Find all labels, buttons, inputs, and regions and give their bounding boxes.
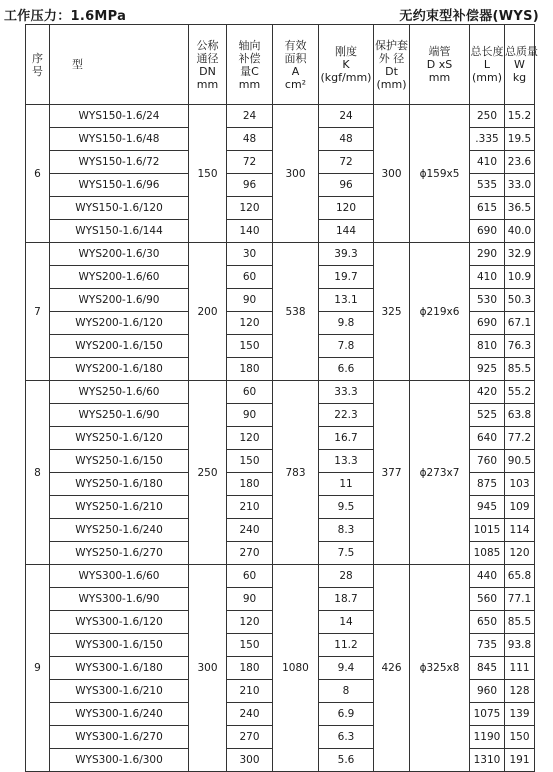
total-length-cell: 875 [470, 473, 505, 496]
total-weight-cell: 90.5 [505, 450, 535, 473]
total-weight-cell: 111 [505, 657, 535, 680]
stiffness-cell: 72 [319, 151, 374, 174]
compensation-cell: 270 [227, 726, 273, 749]
total-weight-cell: 36.5 [505, 197, 535, 220]
total-weight-cell: 55.2 [505, 381, 535, 404]
total-length-cell: 1310 [470, 749, 505, 772]
total-length-cell: 535 [470, 174, 505, 197]
total-length-cell: 615 [470, 197, 505, 220]
stiffness-cell: 8.3 [319, 519, 374, 542]
stiffness-cell: 16.7 [319, 427, 374, 450]
model-cell: WYS200-1.6/120 [50, 312, 189, 335]
total-weight-cell: 191 [505, 749, 535, 772]
sleeve-diameter-cell: 426 [374, 565, 410, 772]
area-cell: 1080 [273, 565, 319, 772]
stiffness-cell: 39.3 [319, 243, 374, 266]
model-cell: WYS300-1.6/210 [50, 680, 189, 703]
total-length-cell: 530 [470, 289, 505, 312]
total-length-cell: 925 [470, 358, 505, 381]
model-cell: WYS250-1.6/180 [50, 473, 189, 496]
header-area: 有效 面积 A cm² [273, 25, 319, 105]
model-cell: WYS250-1.6/240 [50, 519, 189, 542]
header-end-pipe: 端管 D xS mm [410, 25, 470, 105]
model-cell: WYS300-1.6/180 [50, 657, 189, 680]
table-row [26, 381, 535, 404]
total-length-cell: 250 [470, 105, 505, 128]
total-weight-cell: 19.5 [505, 128, 535, 151]
header-model: 型 [50, 25, 189, 105]
total-weight-cell: 50.3 [505, 289, 535, 312]
total-length-cell: 845 [470, 657, 505, 680]
stiffness-cell: 13.3 [319, 450, 374, 473]
total-weight-cell: 139 [505, 703, 535, 726]
compensation-cell: 150 [227, 335, 273, 358]
compensation-cell: 60 [227, 381, 273, 404]
stiffness-cell: 6.6 [319, 358, 374, 381]
stiffness-cell: 5.6 [319, 749, 374, 772]
compensation-cell: 120 [227, 427, 273, 450]
total-length-cell: 945 [470, 496, 505, 519]
model-cell: WYS250-1.6/120 [50, 427, 189, 450]
compensation-cell: 300 [227, 749, 273, 772]
sleeve-diameter-cell: 377 [374, 381, 410, 565]
stiffness-cell: 14 [319, 611, 374, 634]
stiffness-cell: 120 [319, 197, 374, 220]
stiffness-cell: 48 [319, 128, 374, 151]
compensation-cell: 48 [227, 128, 273, 151]
stiffness-cell: 22.3 [319, 404, 374, 427]
stiffness-cell: 13.1 [319, 289, 374, 312]
compensation-cell: 72 [227, 151, 273, 174]
model-cell: WYS150-1.6/144 [50, 220, 189, 243]
compensation-cell: 210 [227, 496, 273, 519]
total-weight-cell: 40.0 [505, 220, 535, 243]
seq-cell: 9 [26, 565, 50, 772]
table-row [26, 105, 535, 128]
model-cell: WYS200-1.6/30 [50, 243, 189, 266]
stiffness-cell: 6.9 [319, 703, 374, 726]
compensation-cell: 90 [227, 588, 273, 611]
header-stiffness: 刚度 K (kgf/mm) [319, 25, 374, 105]
dn-cell: 300 [189, 565, 227, 772]
total-weight-cell: 150 [505, 726, 535, 749]
total-weight-cell: 120 [505, 542, 535, 565]
total-length-cell: 410 [470, 266, 505, 289]
total-weight-cell: 76.3 [505, 335, 535, 358]
seq-cell: 6 [26, 105, 50, 243]
compensation-cell: 96 [227, 174, 273, 197]
end-pipe-cell: ϕ159x5 [410, 105, 470, 243]
end-pipe-cell: ϕ325x8 [410, 565, 470, 772]
total-weight-cell: 128 [505, 680, 535, 703]
total-length-cell: 1015 [470, 519, 505, 542]
compensation-cell: 210 [227, 680, 273, 703]
model-cell: WYS200-1.6/180 [50, 358, 189, 381]
dn-cell: 250 [189, 381, 227, 565]
total-weight-cell: 77.2 [505, 427, 535, 450]
area-cell: 783 [273, 381, 319, 565]
stiffness-cell: 24 [319, 105, 374, 128]
model-cell: WYS300-1.6/240 [50, 703, 189, 726]
compensation-cell: 90 [227, 289, 273, 312]
compensation-cell: 60 [227, 266, 273, 289]
model-cell: WYS250-1.6/90 [50, 404, 189, 427]
table-body [26, 105, 535, 772]
model-cell: WYS150-1.6/48 [50, 128, 189, 151]
model-cell: WYS300-1.6/60 [50, 565, 189, 588]
table-row [26, 565, 535, 588]
compensation-cell: 24 [227, 105, 273, 128]
compensation-cell: 120 [227, 312, 273, 335]
working-pressure-label: 工作压力：1.6MPa [4, 9, 127, 24]
model-cell: WYS250-1.6/210 [50, 496, 189, 519]
total-length-cell: 560 [470, 588, 505, 611]
total-length-cell: 525 [470, 404, 505, 427]
stiffness-cell: 11.2 [319, 634, 374, 657]
model-cell: WYS250-1.6/270 [50, 542, 189, 565]
header-row [26, 25, 535, 105]
model-cell: WYS300-1.6/150 [50, 634, 189, 657]
total-length-cell: 760 [470, 450, 505, 473]
model-cell: WYS200-1.6/150 [50, 335, 189, 358]
header-compensation: 轴向 补偿 量C mm [227, 25, 273, 105]
model-cell: WYS300-1.6/90 [50, 588, 189, 611]
compensation-cell: 180 [227, 358, 273, 381]
end-pipe-cell: ϕ219x6 [410, 243, 470, 381]
sleeve-diameter-cell: 300 [374, 105, 410, 243]
total-length-cell: 410 [470, 151, 505, 174]
compensation-cell: 240 [227, 519, 273, 542]
total-weight-cell: 103 [505, 473, 535, 496]
total-weight-cell: 65.8 [505, 565, 535, 588]
stiffness-cell: 11 [319, 473, 374, 496]
total-length-cell: 1190 [470, 726, 505, 749]
seq-cell: 7 [26, 243, 50, 381]
model-cell: WYS200-1.6/90 [50, 289, 189, 312]
total-length-cell: 735 [470, 634, 505, 657]
compensation-cell: 120 [227, 197, 273, 220]
seq-cell: 8 [26, 381, 50, 565]
stiffness-cell: 96 [319, 174, 374, 197]
total-weight-cell: 32.9 [505, 243, 535, 266]
total-weight-cell: 33.0 [505, 174, 535, 197]
model-cell: WYS300-1.6/300 [50, 749, 189, 772]
stiffness-cell: 144 [319, 220, 374, 243]
model-cell: WYS250-1.6/60 [50, 381, 189, 404]
total-weight-cell: 23.6 [505, 151, 535, 174]
model-cell: WYS150-1.6/96 [50, 174, 189, 197]
end-pipe-cell: ϕ273x7 [410, 381, 470, 565]
model-cell: WYS250-1.6/150 [50, 450, 189, 473]
total-length-cell: 690 [470, 220, 505, 243]
total-length-cell: 420 [470, 381, 505, 404]
compensation-cell: 180 [227, 473, 273, 496]
total-length-cell: 640 [470, 427, 505, 450]
area-cell: 538 [273, 243, 319, 381]
stiffness-cell: 28 [319, 565, 374, 588]
sleeve-diameter-cell: 325 [374, 243, 410, 381]
total-length-cell: 690 [470, 312, 505, 335]
compensation-cell: 150 [227, 634, 273, 657]
compensation-cell: 90 [227, 404, 273, 427]
stiffness-cell: 7.8 [319, 335, 374, 358]
total-length-cell: 960 [470, 680, 505, 703]
header-seq: 序 号 [26, 25, 50, 105]
compensation-cell: 240 [227, 703, 273, 726]
model-cell: WYS150-1.6/120 [50, 197, 189, 220]
total-weight-cell: 93.8 [505, 634, 535, 657]
model-cell: WYS300-1.6/120 [50, 611, 189, 634]
header-sleeve-diameter: 保护套 外 径 Dt (mm) [374, 25, 410, 105]
stiffness-cell: 8 [319, 680, 374, 703]
total-weight-cell: 67.1 [505, 312, 535, 335]
total-length-cell: 1085 [470, 542, 505, 565]
dn-cell: 200 [189, 243, 227, 381]
stiffness-cell: 6.3 [319, 726, 374, 749]
total-weight-cell: 114 [505, 519, 535, 542]
total-length-cell: 1075 [470, 703, 505, 726]
model-cell: WYS150-1.6/24 [50, 105, 189, 128]
total-weight-cell: 85.5 [505, 611, 535, 634]
compensation-cell: 150 [227, 450, 273, 473]
stiffness-cell: 18.7 [319, 588, 374, 611]
model-cell: WYS200-1.6/60 [50, 266, 189, 289]
stiffness-cell: 7.5 [319, 542, 374, 565]
compensation-cell: 180 [227, 657, 273, 680]
compensation-cell: 60 [227, 565, 273, 588]
specification-table [25, 24, 538, 772]
model-cell: WYS300-1.6/270 [50, 726, 189, 749]
total-weight-cell: 109 [505, 496, 535, 519]
compensation-cell: 30 [227, 243, 273, 266]
stiffness-cell: 19.7 [319, 266, 374, 289]
stiffness-cell: 33.3 [319, 381, 374, 404]
model-cell: WYS150-1.6/72 [50, 151, 189, 174]
total-length-cell: .335 [470, 128, 505, 151]
stiffness-cell: 9.8 [319, 312, 374, 335]
header-total-weight: 总质量 W kg [505, 25, 535, 105]
header-total-length: 总长度 L (mm) [470, 25, 505, 105]
total-length-cell: 810 [470, 335, 505, 358]
table-row [26, 243, 535, 266]
page-title: 无约束型补偿器(WYS) [399, 9, 539, 24]
total-weight-cell: 85.5 [505, 358, 535, 381]
stiffness-cell: 9.5 [319, 496, 374, 519]
total-length-cell: 290 [470, 243, 505, 266]
total-weight-cell: 10.9 [505, 266, 535, 289]
total-weight-cell: 15.2 [505, 105, 535, 128]
total-length-cell: 650 [470, 611, 505, 634]
stiffness-cell: 9.4 [319, 657, 374, 680]
compensation-cell: 270 [227, 542, 273, 565]
compensation-cell: 120 [227, 611, 273, 634]
total-weight-cell: 63.8 [505, 404, 535, 427]
header-dn: 公称 通径 DN mm [189, 25, 227, 105]
area-cell: 300 [273, 105, 319, 243]
dn-cell: 150 [189, 105, 227, 243]
total-weight-cell: 77.1 [505, 588, 535, 611]
compensation-cell: 140 [227, 220, 273, 243]
total-length-cell: 440 [470, 565, 505, 588]
